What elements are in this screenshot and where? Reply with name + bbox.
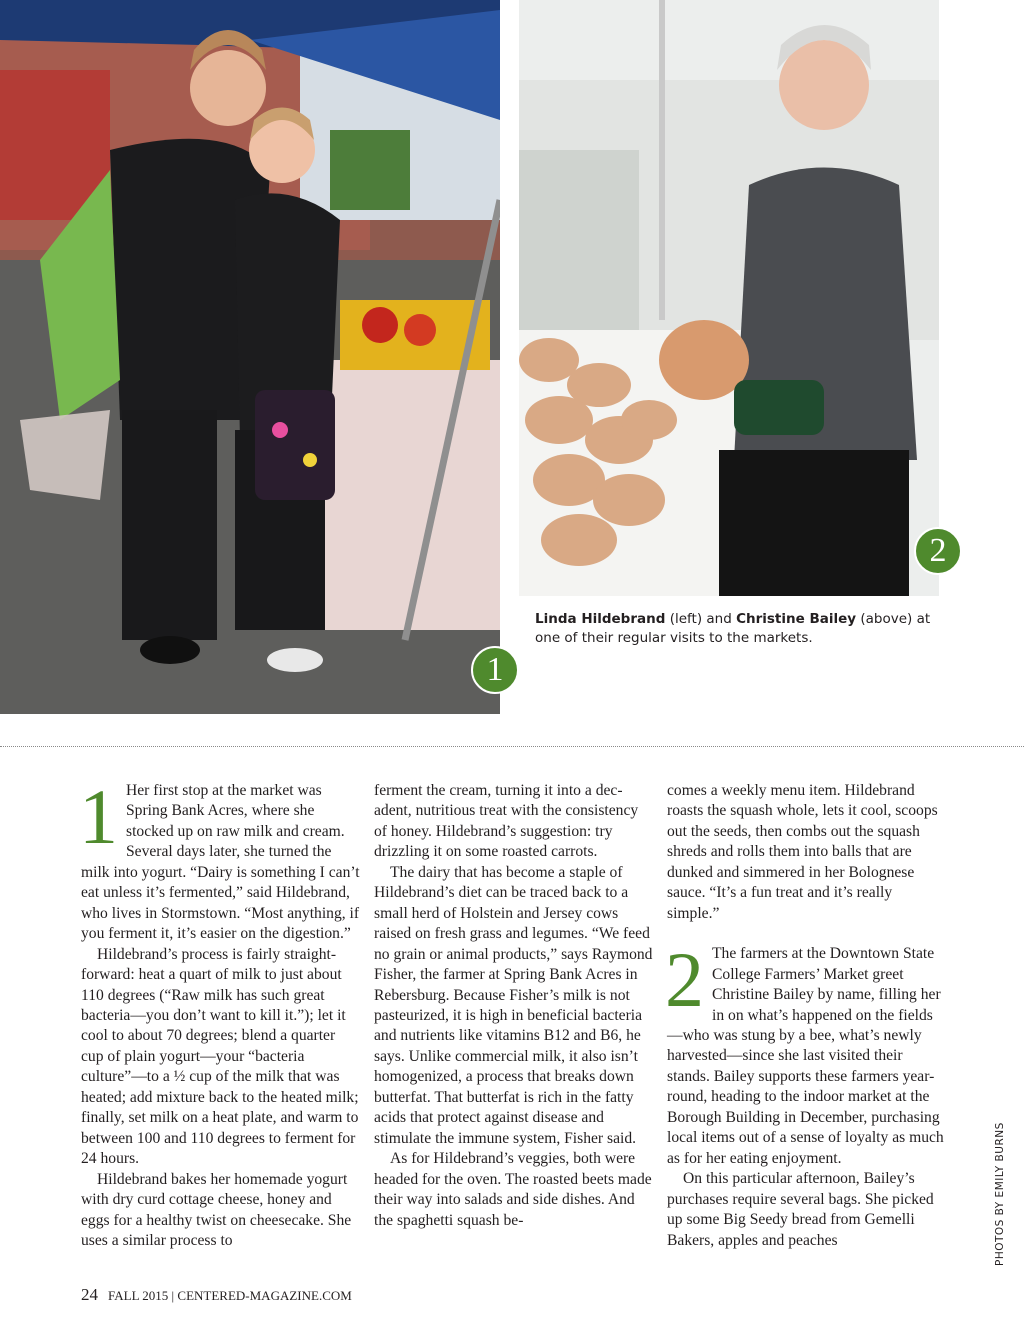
- caption-name-christine: Christine Bailey: [736, 611, 857, 627]
- article-column-2: [374, 781, 654, 1231]
- section-gap: [667, 924, 947, 944]
- photo1-number-badge: 1: [471, 646, 519, 694]
- caption-text-2: (above) at one of their regular visits to the markets.: [535, 611, 931, 646]
- photo-caption: [535, 610, 955, 648]
- page-footer: [81, 1285, 352, 1305]
- col2-paragraph-2: The dairy that has become a staple of Hildebrand’s diet can be traced back to a small herd of Holstein and Jersey cows raised on fresh grass and legumes. “We feed no grain or animal products,” says Raymond Fisher, the farmer at Spring Bank Acres in Rebersburg. Because Fisher’s milk is not pasteurized, it is high in beneficial bacteria and nutrients like vitamins B12 and B6, he says. Unlike commercial milk, it also isn’t homogenized, a process that breaks down butterfat. That butterfat is rich in the fatty acids that protect against disease and stimulate the immune system, Fisher said.: [374, 863, 653, 1147]
- caption-text-1: (left) and: [665, 611, 737, 627]
- photo2-illustration: [519, 0, 939, 596]
- col3-paragraph-3: On this particular afternoon, Bailey’s purchases require several bags. She picked up some Big Seedy bread from Gemelli Bakers, apples and peaches: [667, 1170, 934, 1249]
- col1-paragraph-3: Hildebrand bakes her homemade yogurt with dry curd cottage cheese, honey and eggs for a healthy twist on cheesecake. She uses a similar process to: [81, 1170, 352, 1249]
- drop-cap-2: 2: [665, 936, 704, 1024]
- col2-paragraph-1: ferment the cream, turning it into a decadent, nutritious treat with the consistency of honey. Hildebrand’s suggestion: try drizzling it on some roasted carrots.: [374, 782, 639, 861]
- col3-paragraph-2: The farmers at the Downtown State College Farmers’ Market greet Christine Bailey by name, filling her in on what’s happened on the fields—who was stung by a bee, what’s newly harvested—since she last visited their stands. Bailey supports these farmers year-round, heading to the indoor market at the Borough Building in December, purchasing local items out of a sense of loyalty as much as for her eating enjoyment.: [667, 945, 944, 1167]
- article-column-1: [79, 773, 361, 1251]
- col2-paragraph-3: As for Hildebrand’s veggies, both were headed for the oven. The roasted beets made their way into salads and side dishes. And the spaghetti squash be-: [374, 1150, 652, 1229]
- page-number: 24: [81, 1285, 98, 1304]
- caption-name-linda: Linda Hildebrand: [535, 611, 666, 627]
- col1-paragraph-2: Hildebrand’s process is fairly straightforward: heat a quart of milk to just about 110 degrees (“Raw milk has such great bacteria—you don’t want to kill it.”); let it cool to about 70 degrees; blend a quarter cup of plain yogurt—your “bacteria culture”—to a ½ cup of the milk that was heated; add mixture back to the heated milk; finally, set milk on a heat plate, and warm to between 100 and 110 degrees to ferment for 24 hours.: [81, 945, 359, 1168]
- photo-credit: PHOTOS BY EMILY BURNS: [994, 1122, 1006, 1266]
- photo-christine-bailey: [519, 0, 939, 596]
- photo1-illustration: [0, 0, 500, 714]
- col1-paragraph-1: Her first stop at the market was Spring Bank Acres, where she stocked up on raw milk and cream. Several days later, she turned the milk into yogurt. “Dairy is something I can’t eat unless it’s fermented,” said Hildebrand, who lives in Stormstown. “Most anything, if you ferment it, it’s easier on the digestion.”: [81, 782, 360, 943]
- col3-paragraph-1: comes a weekly menu item. Hildebrand roasts the squash whole, lets it cool, scoops out the seeds, then combs out the squash shreds and rolls them into balls that are dunked and simmered in her Bolognese sauce. “It’s a fun treat and it’s really simple.”: [667, 782, 938, 922]
- photo2-number-badge: 2: [914, 527, 962, 575]
- drop-cap-1: 1: [79, 773, 118, 860]
- photo-linda-hildebrand: [0, 0, 500, 714]
- section-divider: [0, 746, 1024, 747]
- article-column-3: [667, 781, 947, 1251]
- issue-line: FALL 2015 | CENTERED-MAGAZINE.COM: [108, 1288, 352, 1303]
